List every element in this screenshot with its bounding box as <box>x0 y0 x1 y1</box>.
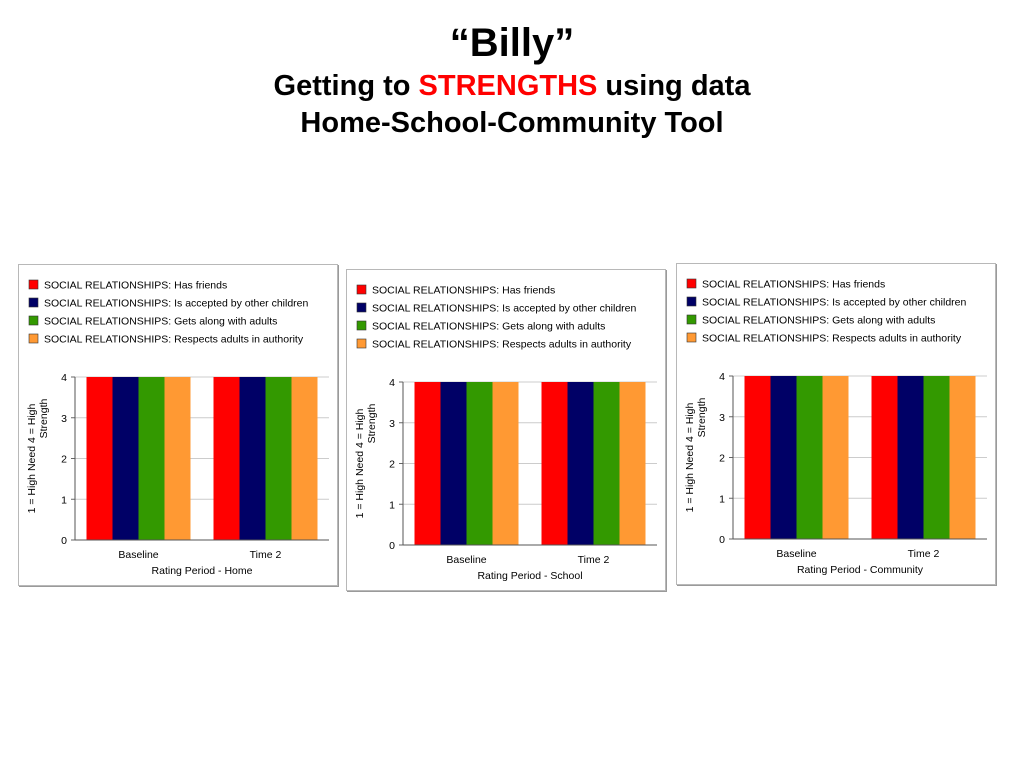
bar-1-1 <box>898 376 924 539</box>
bar-0-2 <box>797 376 823 539</box>
y-axis-title-line1: 1 = High Need 4 = High <box>684 402 696 513</box>
legend-label: SOCIAL RELATIONSHIPS: Gets along with adults <box>702 314 936 327</box>
legend-swatch <box>29 316 38 325</box>
y-tick-label: 2 <box>719 452 725 465</box>
bar-1-3 <box>950 376 976 539</box>
y-tick-label: 1 <box>61 494 67 507</box>
bar-0-1 <box>771 376 797 539</box>
y-tick-label: 3 <box>389 417 395 430</box>
legend-swatch <box>357 339 366 348</box>
y-axis-title-line2: Strength <box>366 403 378 444</box>
legend-swatch <box>687 315 696 324</box>
legend-swatch <box>29 298 38 307</box>
y-tick-label: 0 <box>61 535 67 547</box>
slide-title: “Billy” <box>449 21 575 65</box>
y-tick-label: 2 <box>61 453 67 466</box>
bar-1-3 <box>620 382 646 545</box>
legend-swatch <box>687 279 696 288</box>
legend-label: SOCIAL RELATIONSHIPS: Has friends <box>44 279 228 292</box>
bar-1-2 <box>594 382 620 545</box>
legend-label: SOCIAL RELATIONSHIPS: Is accepted by other children <box>44 297 309 310</box>
bar-0-2 <box>467 382 493 545</box>
legend-label: SOCIAL RELATIONSHIPS: Gets along with adults <box>44 315 278 328</box>
legend-swatch <box>687 297 696 306</box>
x-tick-label: Baseline <box>776 548 817 560</box>
legend-label: SOCIAL RELATIONSHIPS: Has friends <box>702 278 886 291</box>
y-tick-label: 0 <box>389 540 395 552</box>
slide-title-block <box>0 18 1024 142</box>
legend-label: SOCIAL RELATIONSHIPS: Respects adults in authority <box>44 333 304 346</box>
subtitle-highlight: STRENGTHS <box>418 70 598 102</box>
bar-1-0 <box>214 377 240 540</box>
chart-school <box>346 269 666 591</box>
y-tick-label: 1 <box>719 493 725 506</box>
y-tick-label: 1 <box>389 499 395 512</box>
bar-0-3 <box>493 382 519 545</box>
legend-swatch <box>357 321 366 330</box>
chart-community-svg <box>677 264 995 584</box>
y-axis-title-line2: Strength <box>696 397 708 438</box>
bar-0-3 <box>165 377 191 540</box>
chart-home <box>18 264 338 586</box>
slide-subtitle-line2: Home-School-Community Tool <box>300 107 724 139</box>
bar-1-2 <box>266 377 292 540</box>
y-tick-label: 2 <box>389 458 395 471</box>
legend-label: SOCIAL RELATIONSHIPS: Is accepted by other children <box>702 296 967 309</box>
y-tick-label: 0 <box>719 534 725 546</box>
bar-1-2 <box>924 376 950 539</box>
y-tick-label: 3 <box>61 412 67 425</box>
bar-1-1 <box>240 377 266 540</box>
bar-1-0 <box>872 376 898 539</box>
bar-0-3 <box>823 376 849 539</box>
y-axis-title-line1: 1 = High Need 4 = High <box>354 408 366 519</box>
bar-1-3 <box>292 377 318 540</box>
x-tick-label: Time 2 <box>907 548 940 560</box>
subtitle-suffix: using data <box>597 70 751 102</box>
legend-label: SOCIAL RELATIONSHIPS: Respects adults in authority <box>372 338 632 351</box>
bar-0-2 <box>139 377 165 540</box>
x-tick-label: Baseline <box>446 554 487 566</box>
bar-1-0 <box>542 382 568 545</box>
bar-0-1 <box>113 377 139 540</box>
x-axis-title: Rating Period - Home <box>151 565 253 577</box>
legend-swatch <box>29 334 38 343</box>
chart-school-svg <box>347 270 665 590</box>
y-tick-label: 4 <box>389 377 395 389</box>
x-axis-title: Rating Period - School <box>477 570 583 582</box>
bar-0-1 <box>441 382 467 545</box>
legend-label: SOCIAL RELATIONSHIPS: Is accepted by other children <box>372 302 637 315</box>
y-tick-label: 4 <box>719 371 725 383</box>
y-axis-title-line1: 1 = High Need 4 = High <box>26 403 38 514</box>
legend-label: SOCIAL RELATIONSHIPS: Respects adults in authority <box>702 332 962 345</box>
y-tick-label: 3 <box>719 411 725 424</box>
bar-0-0 <box>745 376 771 539</box>
subtitle-prefix: Getting to <box>273 70 419 102</box>
bar-0-0 <box>415 382 441 545</box>
x-axis-title: Rating Period - Community <box>796 564 924 576</box>
bar-1-1 <box>568 382 594 545</box>
x-tick-label: Baseline <box>118 549 159 561</box>
legend-swatch <box>687 333 696 342</box>
x-tick-label: Time 2 <box>577 554 610 566</box>
slide-subtitle <box>0 68 1024 105</box>
y-axis-title-line2: Strength <box>38 398 50 439</box>
chart-home-svg <box>19 265 337 585</box>
legend-swatch <box>357 303 366 312</box>
y-tick-label: 4 <box>61 372 67 384</box>
legend-swatch <box>357 285 366 294</box>
legend-label: SOCIAL RELATIONSHIPS: Gets along with adults <box>372 320 606 333</box>
chart-community <box>676 263 996 585</box>
legend-swatch <box>29 280 38 289</box>
legend-label: SOCIAL RELATIONSHIPS: Has friends <box>372 284 556 297</box>
bar-0-0 <box>87 377 113 540</box>
x-tick-label: Time 2 <box>249 549 282 561</box>
